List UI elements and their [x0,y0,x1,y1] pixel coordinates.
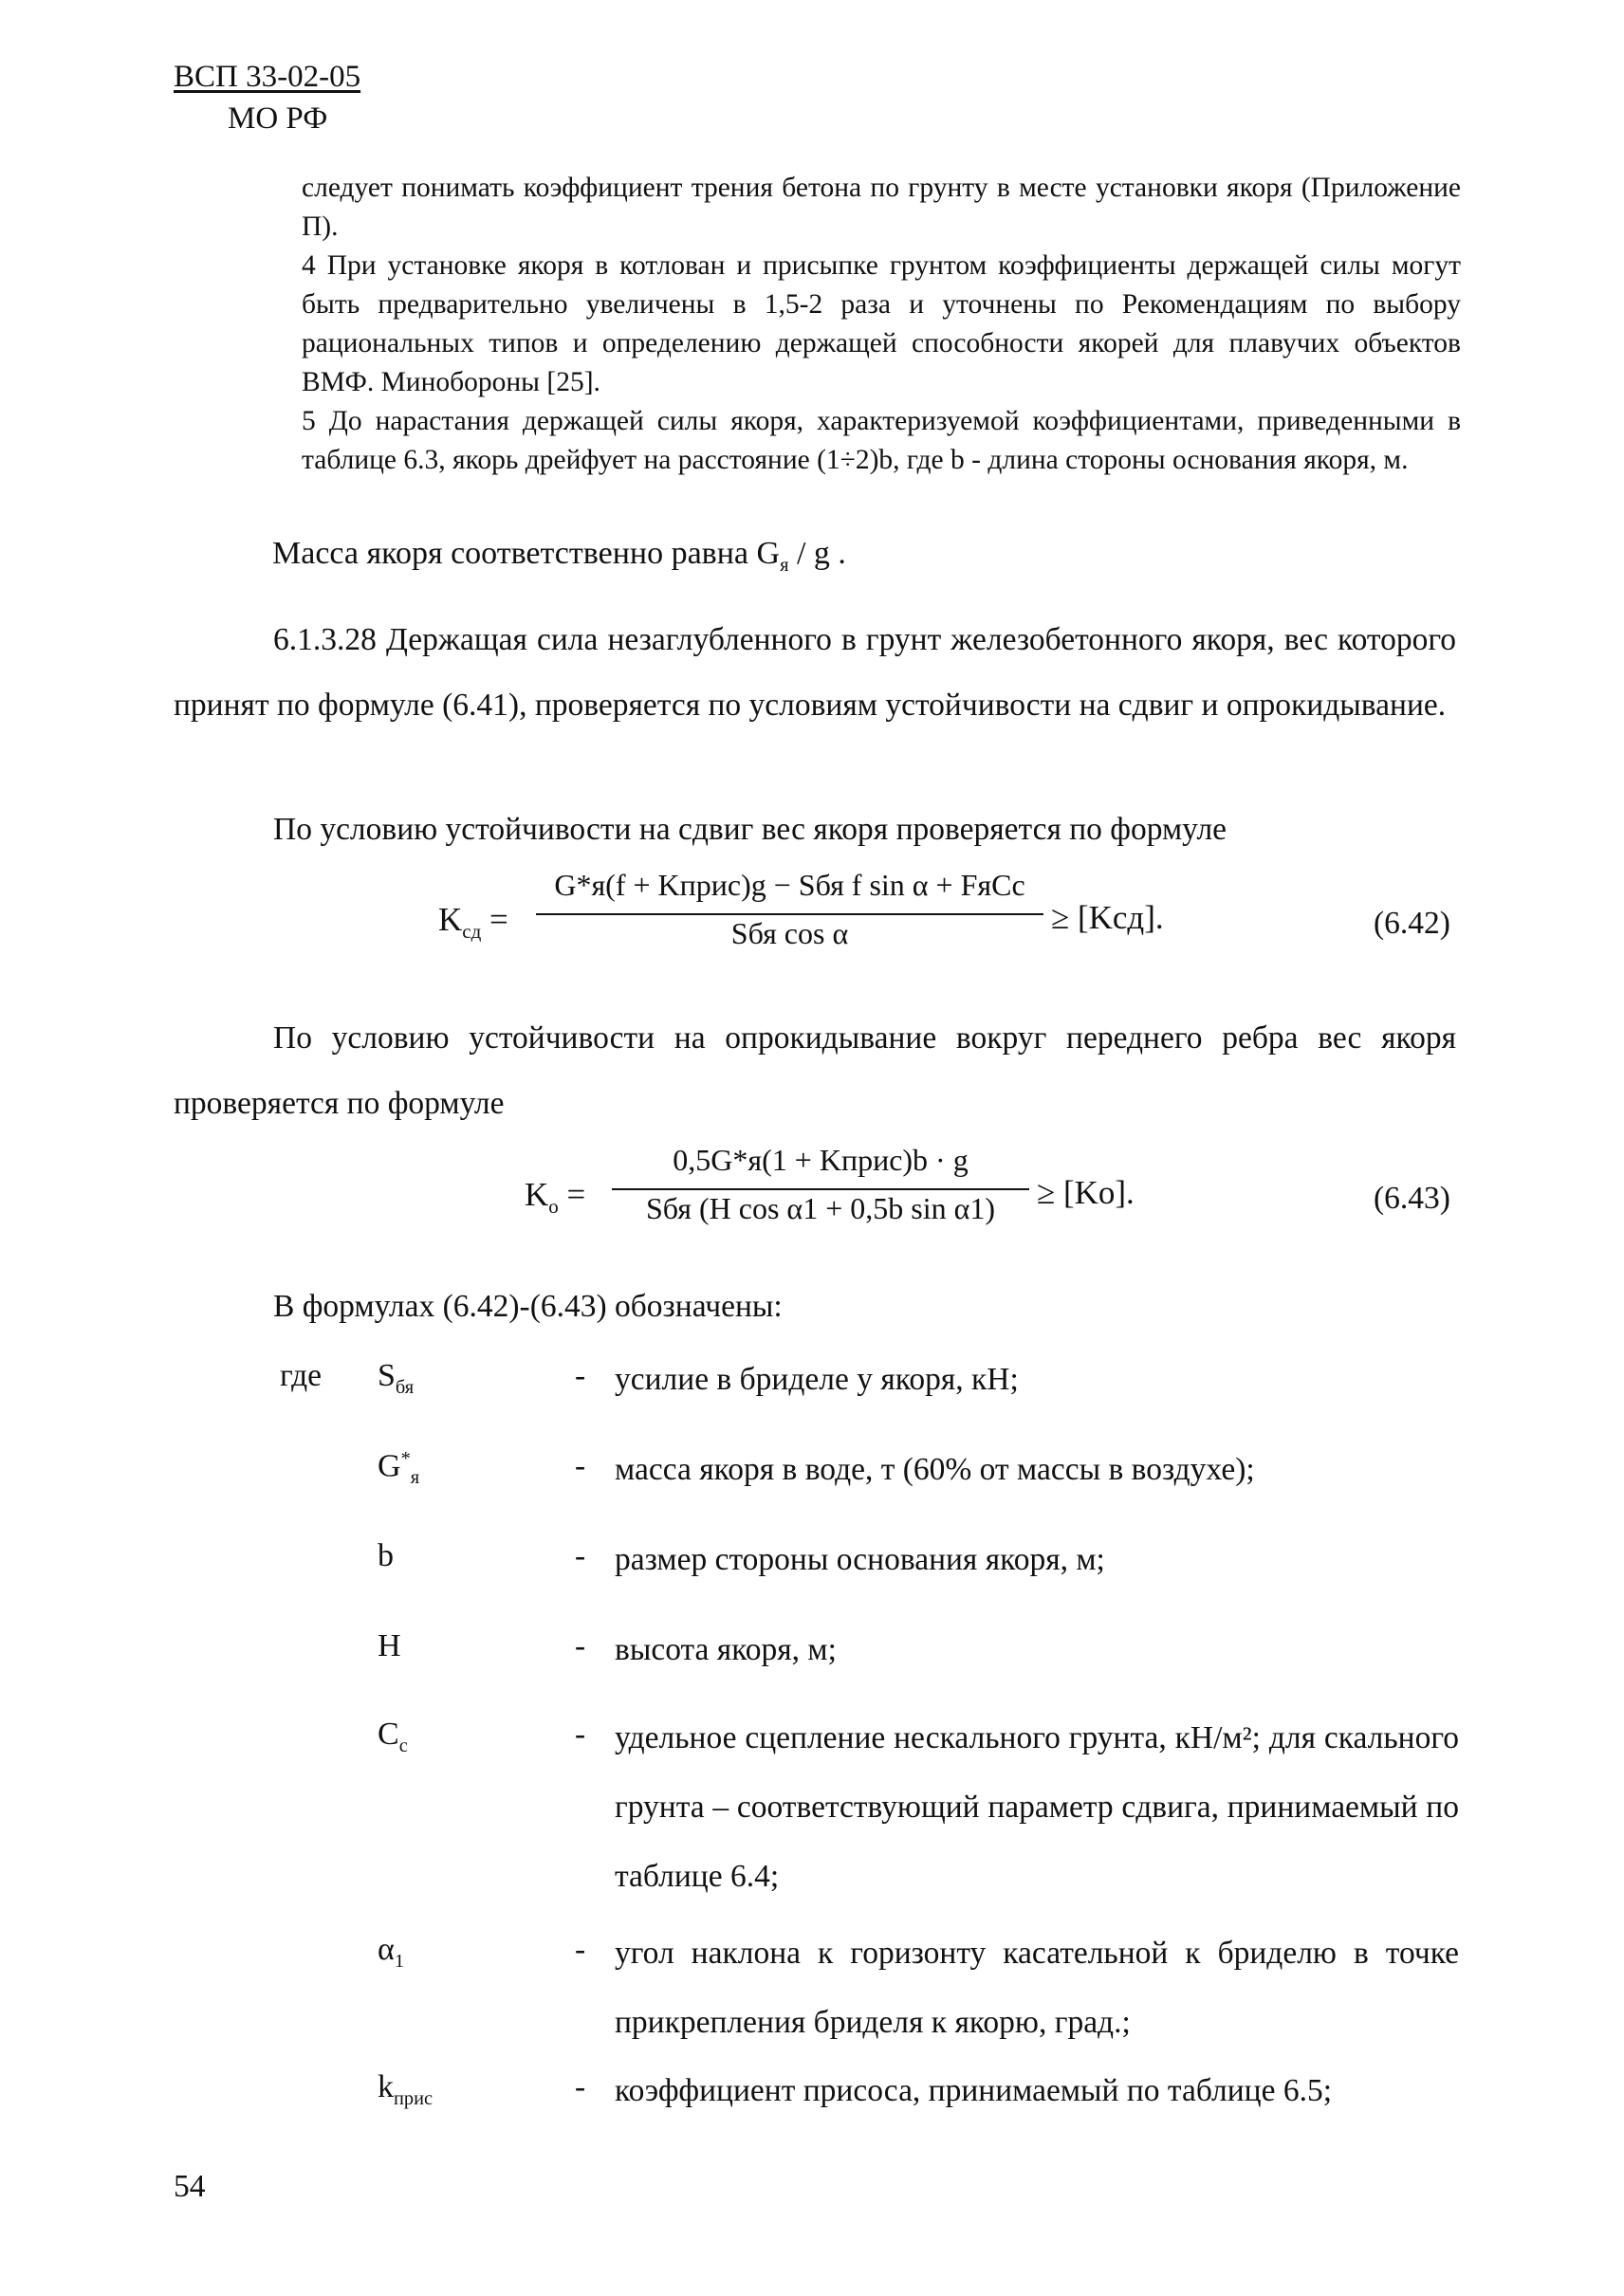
definitions-intro: В формулах (6.42)-(6.43) обозначены: [273,1289,783,1324]
definitions-where: где [280,1358,322,1393]
def-desc-b: размер стороны основания якоря, м; [615,1542,1105,1577]
shear-intro: По условию устойчивости на сдвиг вес якоря проверяется по формуле [273,812,1227,847]
def-dash: - [575,1358,586,1393]
formula-6-43-denominator: Sбя (H cos α1 + 0,5b sin α1) [646,1191,995,1225]
formula-6-42-numerator: G*я(f + Kприс)g − Sбя f sin α + FяCс [554,868,1025,902]
formula-6-43-rhs: ≥ [Kо]. [1037,1174,1135,1211]
formula-6-43-numerator: 0,5G*я(1 + Kприс)b · g [673,1143,969,1177]
def-symbol-s-bya: $S_{бя}$ [378,1358,415,1398]
formula-6-42-fraction [536,868,1043,951]
def-dash: - [575,2069,586,2104]
def-symbol-h: H [378,1628,401,1663]
paragraph-6-1-3-28: 6.1.3.28 Держащая сила незаглубленного в грунт железобетонного якоря, вес которого принят по формуле (6.41), проверяется по условиям устойчивости на сдвиг и опрокидывание. [174,622,1456,723]
def-dash: - [575,1448,586,1483]
def-symbol-b: b [378,1538,394,1573]
fraction-bar [612,1188,1029,1190]
formula-6-43-fraction [612,1143,1029,1226]
def-desc-k-pris: коэффициент присоса, принимаемый по таблице 6.5; [615,2073,1333,2108]
formula-6-42-denominator: Sбя cos α [730,916,849,950]
def-symbol-k-pris: $k_{прис}$ [378,2069,434,2109]
table-notes [302,169,1461,480]
fraction-bar [536,913,1043,915]
page-number: 54 [174,2169,206,2204]
document-code: ВСП 33-02-05 [174,60,361,94]
def-dash: - [575,1932,586,1967]
mass-line-text: Масса якоря соответственно равна [272,536,749,571]
formula-6-42-rhs: ≥ [Kсд]. [1051,899,1164,936]
note-4: 4 При установке якоря в котлован и присыпке грунтом коэффициенты держащей силы могут быть предварительно увеличены в 1,5-2 раза и уточнены по Рекомендациям по выбору рациональных типов и определению держащей способности якорей для плавучих объектов ВМФ. Минобороны [25]. [302,250,1461,397]
overturn-intro: По условию устойчивости на опрокидывание вокруг переднего ребра вес якоря проверяется по формуле [174,1020,1456,1121]
def-symbol-alpha-1: $\alpha_1$ [378,1932,405,1972]
def-symbol-c-c: $C_с$ [378,1717,408,1756]
def-dash: - [575,1717,586,1752]
formula-6-42-number: (6.42) [1374,906,1450,941]
mass-line [272,536,846,577]
formula-6-43-lhs: $K_о$ = [525,1176,586,1218]
def-desc-g-ya: масса якоря в воде, т (60% от массы в воздухе); [615,1452,1255,1487]
formula-6-42-lhs: $K_{сд}$ = [438,901,508,943]
def-dash: - [575,1538,586,1573]
mass-line-expression: $G_я$ / g . [756,536,846,576]
note-5: 5 До нарастания держащей силы якоря, характеризуемой коэффициентами, приведенными в таблице 6.3, якорь дрейфует на расстояние (1÷2)b, где b - длина стороны основания якоря, м. [302,406,1461,475]
def-desc-c-c: удельное сцепление нескального грунта, кН/м²; для скального грунта – соответствующий параметр сдвига, принимаемый по таблице 6.4; [615,1720,1459,1894]
def-symbol-g-ya: $G^*_я$ [378,1448,420,1489]
note-continuation: следует понимать коэффициент трения бетона по грунту в месте установки якоря (Приложение П). [302,173,1461,242]
document-organization: МО РФ [228,101,328,136]
def-desc-s-bya: усилие в бриделе у якоря, кН; [615,1362,1019,1397]
formula-6-43-number: (6.43) [1374,1181,1450,1216]
def-dash: - [575,1628,586,1663]
def-desc-h: высота якоря, м; [615,1632,837,1667]
def-desc-alpha-1: угол наклона к горизонту касательной к бриделю в точке прикрепления бриделя к якорю, град.; [615,1936,1459,2040]
